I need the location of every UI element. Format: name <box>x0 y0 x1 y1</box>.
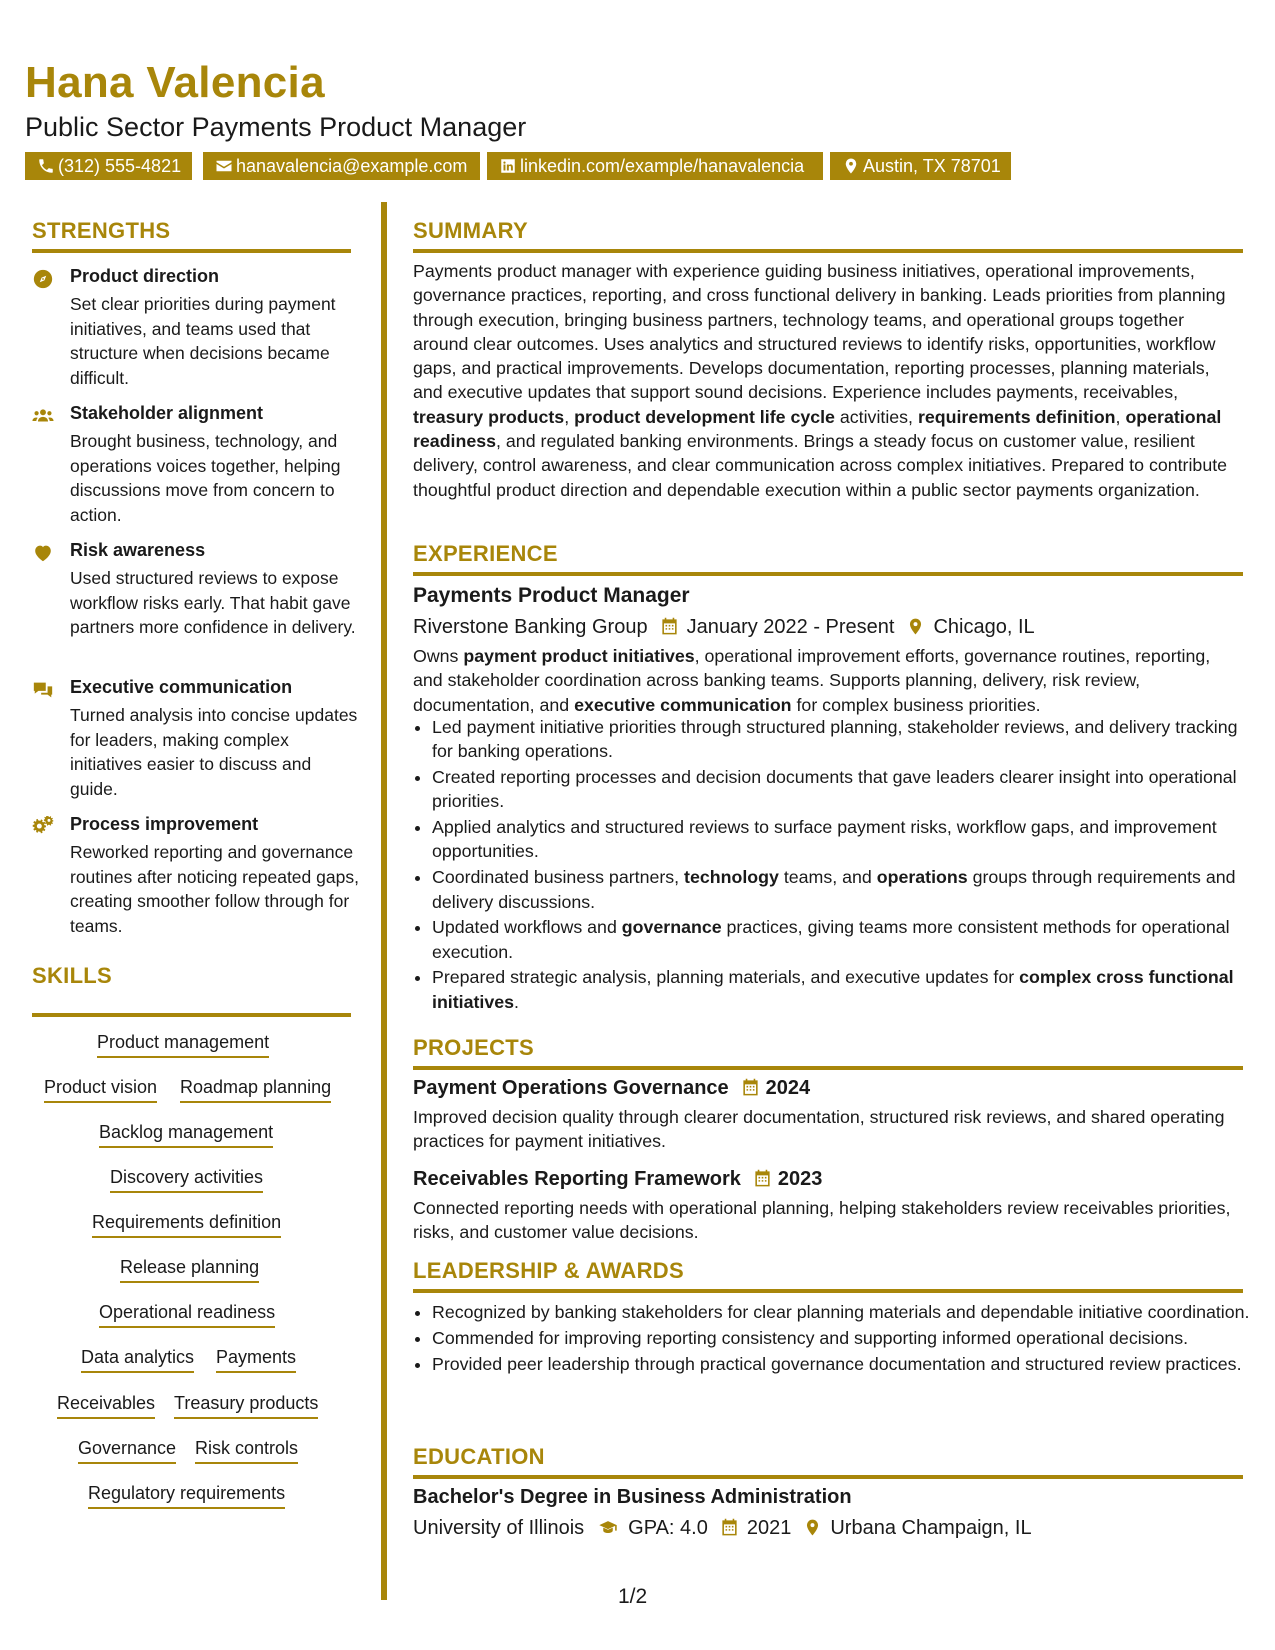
job-desc-keyword: executive communication <box>574 694 792 715</box>
candidate-headline: Public Sector Payments Product Manager <box>25 112 527 142</box>
skill-tag: Treasury products <box>174 1393 318 1419</box>
job-desc-keyword: payment product initiatives <box>463 646 695 666</box>
map-pin-icon <box>842 157 860 175</box>
list-item: • Commended for improving reporting consistency and supporting informed operational decisions. <box>432 1326 1262 1350</box>
job-bullets <box>413 715 1262 1016</box>
contact-phone-text: (312) 555-4821 <box>58 156 182 176</box>
bullet-text: Updated workflows and <box>432 917 622 938</box>
gears-icon <box>32 816 54 838</box>
linkedin-icon <box>499 157 517 175</box>
strength-title: Stakeholder alignment <box>70 403 264 423</box>
contact-email[interactable] <box>203 152 480 180</box>
bullet-text: . <box>514 991 519 1012</box>
strength-title: Process improvement <box>70 814 259 834</box>
bullet-text: practices, giving teams more consistent methods for operational execution. <box>432 917 1230 962</box>
project-description: Connected reporting needs with operational planning, helping stakeholders review receivables priorities, risks, and customer value decisions. <box>413 1198 1231 1243</box>
project-name: Payment Operations Governance <box>413 1077 729 1099</box>
map-pin-icon <box>906 617 925 636</box>
candidate-name: Hana Valencia <box>25 58 325 107</box>
skills-heading: SKILLS <box>32 963 113 988</box>
graduation-cap-icon <box>596 1518 620 1537</box>
skill-tag: Discovery activities <box>110 1167 263 1193</box>
contact-email-text: hanavalencia@example.com <box>236 156 468 176</box>
summary-heading: SUMMARY <box>413 218 528 243</box>
bullet-text: teams, and <box>778 867 877 888</box>
project-name: Receivables Reporting Framework <box>413 1168 741 1190</box>
strength-text: Used structured reviews to expose workflow risks early. That habit gave partners more confidence in delivery. <box>70 568 356 637</box>
bullet-text: groups through requirements and delivery discussions. <box>432 867 1236 912</box>
bullet-text: Prepared strategic analysis, planning materials, and executive updates for <box>432 967 1020 988</box>
column-divider <box>381 202 387 1600</box>
list-item: • Applied analytics and structured reviews to surface payment risks, workflow gaps, and improvement opportunities. <box>432 815 1262 864</box>
bullet-keyword: governance <box>621 917 722 938</box>
bullet-keyword: technology <box>684 867 779 888</box>
strength-text: Brought business, technology, and operations voices together, helping discussions move from concern to action. <box>70 431 341 525</box>
education-meta <box>413 1517 1243 1540</box>
contact-linkedin[interactable] <box>487 152 823 180</box>
job-title: Payments Product Manager <box>413 584 690 607</box>
education-rule <box>413 1475 1243 1479</box>
skill-tag: Payments <box>216 1347 296 1373</box>
skills-rule <box>32 1013 351 1017</box>
list-item: • Created reporting processes and decision documents that gave leaders clearer insight into operational priorities. <box>432 765 1262 814</box>
awards-list <box>413 1300 1262 1377</box>
skill-tag: Regulatory requirements <box>88 1483 285 1509</box>
summary-text <box>413 259 1243 502</box>
education-heading: EDUCATION <box>413 1444 545 1469</box>
comments-icon <box>32 679 54 701</box>
skill-tag: Requirements definition <box>92 1212 281 1238</box>
list-item: • Led payment initiative priorities through structured planning, stakeholder reviews, and delivery tracking for banking operations. <box>432 715 1262 764</box>
education-location: Urbana Champaign, IL <box>830 1517 1032 1539</box>
projects-rule <box>413 1066 1243 1070</box>
job-meta <box>413 616 1243 639</box>
compass-icon <box>32 268 54 290</box>
calendar-icon <box>741 1078 760 1097</box>
project-title <box>413 1168 1243 1191</box>
skill-tag: Risk controls <box>195 1438 298 1464</box>
contact-location[interactable] <box>830 152 1011 180</box>
bullet-text: Coordinated business partners, <box>432 867 685 888</box>
calendar-icon <box>660 617 679 636</box>
list-item: • Recognized by banking stakeholders for clear planning materials and dependable initiative coordination. <box>432 1300 1262 1324</box>
strength-text: Turned analysis into concise updates for leaders, making complex initiatives easier to discuss and guide. <box>70 705 358 799</box>
list-item <box>432 965 1262 1014</box>
experience-heading: EXPERIENCE <box>413 541 558 566</box>
list-item <box>432 865 1262 914</box>
job-description <box>413 644 1243 717</box>
project-title <box>413 1077 1243 1100</box>
summary-text-part: , <box>564 406 575 427</box>
users-icon <box>32 405 54 427</box>
experience-rule <box>413 572 1243 576</box>
awards-heading: LEADERSHIP & AWARDS <box>413 1258 684 1283</box>
job-desc-part: Owns <box>413 646 464 666</box>
job-company: Riverstone Banking Group <box>413 616 648 638</box>
summary-rule <box>413 249 1243 253</box>
list-item: • Provided peer leadership through practical governance documentation and structured review practices. <box>432 1352 1262 1376</box>
skill-tag: Product vision <box>44 1077 157 1103</box>
summary-keyword: product development life cycle <box>574 406 835 427</box>
job-desc-part: for complex business priorities. <box>791 694 1041 715</box>
summary-keyword: operational readiness <box>413 406 1222 452</box>
summary-text-part: , and regulated banking environments. Brings a steady focus on customer value, resilient delivery, control awareness, and clear communication across complex initiatives. Prepared to contribute thoughtful product direction and dependable execution within a public sector payments organization. <box>413 431 1228 500</box>
skill-tag: Data analytics <box>81 1347 194 1373</box>
calendar-icon <box>753 1169 772 1188</box>
job-desc-part: , operational improvement efforts, governance routines, reporting, and stakeholder coordination across banking teams. Supports planning, delivery, risk review, documentation, and <box>413 646 1211 715</box>
summary-keyword: requirements definition <box>917 406 1116 427</box>
contact-location-text: Austin, TX 78701 <box>863 156 1001 176</box>
skill-tag: Governance <box>78 1438 176 1464</box>
awards-rule <box>413 1289 1243 1293</box>
bullet-keyword: operations <box>876 867 968 888</box>
skill-tag: Backlog management <box>99 1122 273 1148</box>
phone-icon <box>37 157 55 175</box>
degree-title: Bachelor's Degree in Business Administration <box>413 1486 852 1508</box>
project-year: 2024 <box>765 1077 811 1099</box>
strength-title: Product direction <box>70 266 220 286</box>
skill-tag: Product management <box>97 1032 269 1058</box>
map-pin-icon <box>803 1518 822 1537</box>
gpa: GPA: 4.0 <box>628 1517 708 1539</box>
skill-tag: Roadmap planning <box>180 1077 331 1103</box>
strength-title: Executive communication <box>70 677 293 697</box>
calendar-icon <box>720 1518 739 1537</box>
project-description: Improved decision quality through clearer documentation, structured risk reviews, and shared operating practices for payment initiatives. <box>413 1107 1225 1152</box>
job-location: Chicago, IL <box>933 616 1035 638</box>
projects-heading: PROJECTS <box>413 1035 534 1060</box>
contact-linkedin-text: linkedin.com/example/hanavalencia <box>520 156 805 176</box>
strengths-heading: STRENGTHS <box>32 218 171 243</box>
list-item <box>432 915 1262 964</box>
skill-tag: Operational readiness <box>99 1302 275 1328</box>
heart-icon <box>32 542 54 564</box>
strengths-rule <box>32 249 351 253</box>
skill-tag: Release planning <box>120 1257 259 1283</box>
summary-text-part: , <box>1115 406 1126 427</box>
graduation-year: 2021 <box>746 1517 792 1539</box>
strength-text: Set clear priorities during payment initiatives, and teams used that structure when decisions became difficult. <box>70 294 336 388</box>
summary-keyword: treasury products <box>413 406 565 427</box>
page-number: 1/2 <box>618 1585 648 1608</box>
contact-phone[interactable] <box>25 152 192 180</box>
bullet-keyword: complex cross functional initiatives <box>432 967 1234 1012</box>
strength-text: Reworked reporting and governance routines after noticing repeated gaps, creating smoother follow through for teams. <box>70 842 359 936</box>
job-dates: January 2022 - Present <box>686 616 895 638</box>
strength-title: Risk awareness <box>70 540 206 560</box>
envelope-icon <box>215 157 233 175</box>
project-year: 2023 <box>777 1168 823 1190</box>
summary-text-part: Payments product manager with experience guiding business initiatives, operational improvements, governance practices, reporting, and cross functional delivery in banking. Leads priorities from planning through execution, bringing business partners, technology teams, and operational groups together around clear outcomes. Uses analytics and structured reviews to identify risks, opportunities, workflow gaps, and practical improvements. Develops documentation, reporting processes, planning materials, and executive updates that support sound decisions. Experience includes payments, receivables, <box>413 261 1226 403</box>
school-name: University of Illinois <box>413 1517 585 1539</box>
skill-tag: Receivables <box>57 1393 155 1419</box>
summary-text-part: activities, <box>834 406 918 427</box>
